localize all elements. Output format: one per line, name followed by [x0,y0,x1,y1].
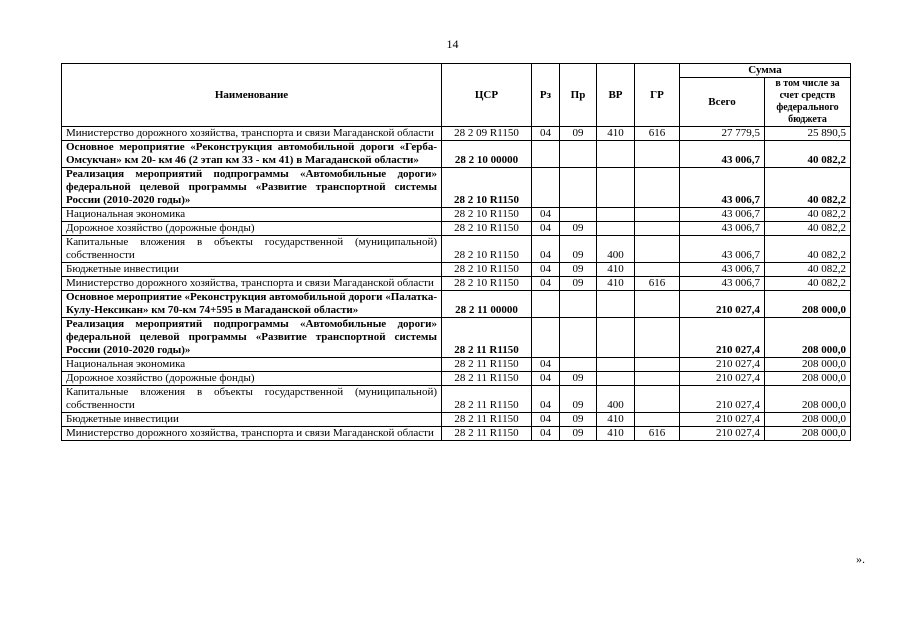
cell-name: Бюджетные инвестиции [62,263,442,277]
cell-federal: 208 000,0 [765,358,851,372]
cell-name: Национальная экономика [62,358,442,372]
cell-name: Капитальные вложения в объекты государственной (муниципальной) собственности [62,236,442,263]
table-body [62,127,851,441]
header-pr: Пр [560,64,597,127]
header-vr: ВР [597,64,635,127]
cell-total: 43 006,7 [680,208,765,222]
cell-gr: 616 [635,277,680,291]
cell-federal: 208 000,0 [765,427,851,441]
cell-vr: 410 [597,277,635,291]
cell-gr [635,222,680,236]
cell-csr: 28 2 10 R1150 [442,168,532,208]
cell-pr [560,168,597,208]
cell-vr [597,168,635,208]
cell-csr: 28 2 10 R1150 [442,277,532,291]
header-csr: ЦСР [442,64,532,127]
cell-rz: 04 [532,386,560,413]
cell-gr: 616 [635,127,680,141]
cell-vr [597,222,635,236]
cell-name: Бюджетные инвестиции [62,413,442,427]
cell-name: Капитальные вложения в объекты государственной (муниципальной) собственности [62,386,442,413]
cell-vr [597,208,635,222]
cell-total: 43 006,7 [680,222,765,236]
cell-csr: 28 2 10 R1150 [442,222,532,236]
cell-gr [635,318,680,358]
table-row [62,427,851,441]
table-row [62,318,851,358]
table-row [62,413,851,427]
cell-gr [635,168,680,208]
table-row [62,291,851,318]
cell-vr [597,141,635,168]
cell-gr [635,358,680,372]
cell-federal: 208 000,0 [765,372,851,386]
table-row [62,263,851,277]
table-row [62,277,851,291]
cell-federal: 40 082,2 [765,208,851,222]
cell-gr [635,263,680,277]
cell-vr: 400 [597,386,635,413]
table-row [62,168,851,208]
cell-federal: 25 890,5 [765,127,851,141]
cell-gr [635,141,680,168]
cell-federal: 40 082,2 [765,141,851,168]
cell-name: Министерство дорожного хозяйства, транспорта и связи Магаданской области [62,427,442,441]
table-row [62,141,851,168]
closing-quote: ». [856,552,865,566]
cell-total: 210 027,4 [680,372,765,386]
cell-federal: 40 082,2 [765,222,851,236]
cell-gr [635,236,680,263]
cell-vr [597,358,635,372]
cell-rz: 04 [532,222,560,236]
cell-federal: 208 000,0 [765,413,851,427]
cell-total: 210 027,4 [680,318,765,358]
header-rz: Рз [532,64,560,127]
cell-csr: 28 2 11 00000 [442,291,532,318]
cell-pr [560,318,597,358]
cell-csr: 28 2 11 R1150 [442,318,532,358]
table-row [62,358,851,372]
cell-pr: 09 [560,127,597,141]
table-row [62,127,851,141]
cell-vr: 410 [597,427,635,441]
cell-name: Дорожное хозяйство (дорожные фонды) [62,372,442,386]
cell-rz: 04 [532,208,560,222]
cell-pr: 09 [560,427,597,441]
cell-rz: 04 [532,236,560,263]
cell-name: Национальная экономика [62,208,442,222]
cell-pr: 09 [560,372,597,386]
table-row [62,386,851,413]
table-row [62,208,851,222]
cell-total: 210 027,4 [680,427,765,441]
cell-total: 43 006,7 [680,277,765,291]
header-sum: Сумма [680,64,851,78]
cell-total: 43 006,7 [680,141,765,168]
cell-rz: 04 [532,413,560,427]
cell-vr: 410 [597,127,635,141]
cell-name: Министерство дорожного хозяйства, транспорта и связи Магаданской области [62,277,442,291]
cell-total: 210 027,4 [680,413,765,427]
header-name: Наименование [62,64,442,127]
cell-name: Основное мероприятие «Реконструкция автомобильной дороги «Герба-Омсукчан» км 20- км 46 (2 этап км 33 - км 41) в Магаданской области» [62,141,442,168]
cell-rz [532,168,560,208]
cell-name: Дорожное хозяйство (дорожные фонды) [62,222,442,236]
cell-vr [597,372,635,386]
cell-total: 210 027,4 [680,386,765,413]
table-row [62,236,851,263]
header-federal: в том числе за счет средств федерального бюджета [765,78,851,127]
cell-federal: 208 000,0 [765,386,851,413]
cell-csr: 28 2 10 R1150 [442,236,532,263]
cell-name: Министерство дорожного хозяйства, транспорта и связи Магаданской области [62,127,442,141]
cell-rz [532,318,560,358]
cell-pr: 09 [560,413,597,427]
cell-vr: 410 [597,263,635,277]
cell-csr: 28 2 11 R1150 [442,372,532,386]
cell-total: 27 779,5 [680,127,765,141]
cell-pr [560,291,597,318]
cell-total: 43 006,7 [680,236,765,263]
cell-total: 43 006,7 [680,263,765,277]
cell-vr: 400 [597,236,635,263]
cell-name: Основное мероприятие «Реконструкция автомобильной дороги «Палатка-Кулу-Нексикан» км 70-км 74+595 в Магаданской области» [62,291,442,318]
cell-gr: 616 [635,427,680,441]
cell-name: Реализация мероприятий подпрограммы «Автомобильные дороги» федеральной целевой программы «Развитие транспортной системы России (2010-2020 годы)» [62,318,442,358]
cell-gr [635,386,680,413]
cell-csr: 28 2 11 R1150 [442,358,532,372]
cell-total: 210 027,4 [680,291,765,318]
cell-gr [635,208,680,222]
cell-pr: 09 [560,277,597,291]
page-number: 14 [446,37,459,51]
cell-rz: 04 [532,263,560,277]
cell-federal: 40 082,2 [765,236,851,263]
cell-rz [532,291,560,318]
cell-csr: 28 2 11 R1150 [442,386,532,413]
budget-table [61,63,851,441]
header-gr: ГР [635,64,680,127]
header-total: Всего [680,78,765,127]
cell-pr [560,208,597,222]
cell-rz: 04 [532,372,560,386]
cell-vr: 410 [597,413,635,427]
cell-pr: 09 [560,236,597,263]
cell-federal: 40 082,2 [765,168,851,208]
cell-csr: 28 2 10 R1150 [442,208,532,222]
cell-csr: 28 2 11 R1150 [442,427,532,441]
cell-federal: 40 082,2 [765,277,851,291]
cell-csr: 28 2 10 00000 [442,141,532,168]
cell-gr [635,291,680,318]
cell-rz: 04 [532,358,560,372]
cell-total: 43 006,7 [680,168,765,208]
cell-federal: 208 000,0 [765,318,851,358]
cell-pr: 09 [560,222,597,236]
cell-vr [597,291,635,318]
cell-csr: 28 2 10 R1150 [442,263,532,277]
cell-gr [635,372,680,386]
cell-pr: 09 [560,263,597,277]
cell-vr [597,318,635,358]
cell-pr [560,141,597,168]
table-row [62,222,851,236]
cell-total: 210 027,4 [680,358,765,372]
cell-federal: 208 000,0 [765,291,851,318]
cell-rz: 04 [532,427,560,441]
cell-csr: 28 2 11 R1150 [442,413,532,427]
cell-rz [532,141,560,168]
cell-rz: 04 [532,277,560,291]
cell-pr [560,358,597,372]
cell-csr: 28 2 09 R1150 [442,127,532,141]
cell-federal: 40 082,2 [765,263,851,277]
cell-name: Реализация мероприятий подпрограммы «Автомобильные дороги» федеральной целевой программы «Развитие транспортной системы России (2010-2020 годы)» [62,168,442,208]
cell-gr [635,413,680,427]
table-row [62,372,851,386]
cell-pr: 09 [560,386,597,413]
cell-rz: 04 [532,127,560,141]
